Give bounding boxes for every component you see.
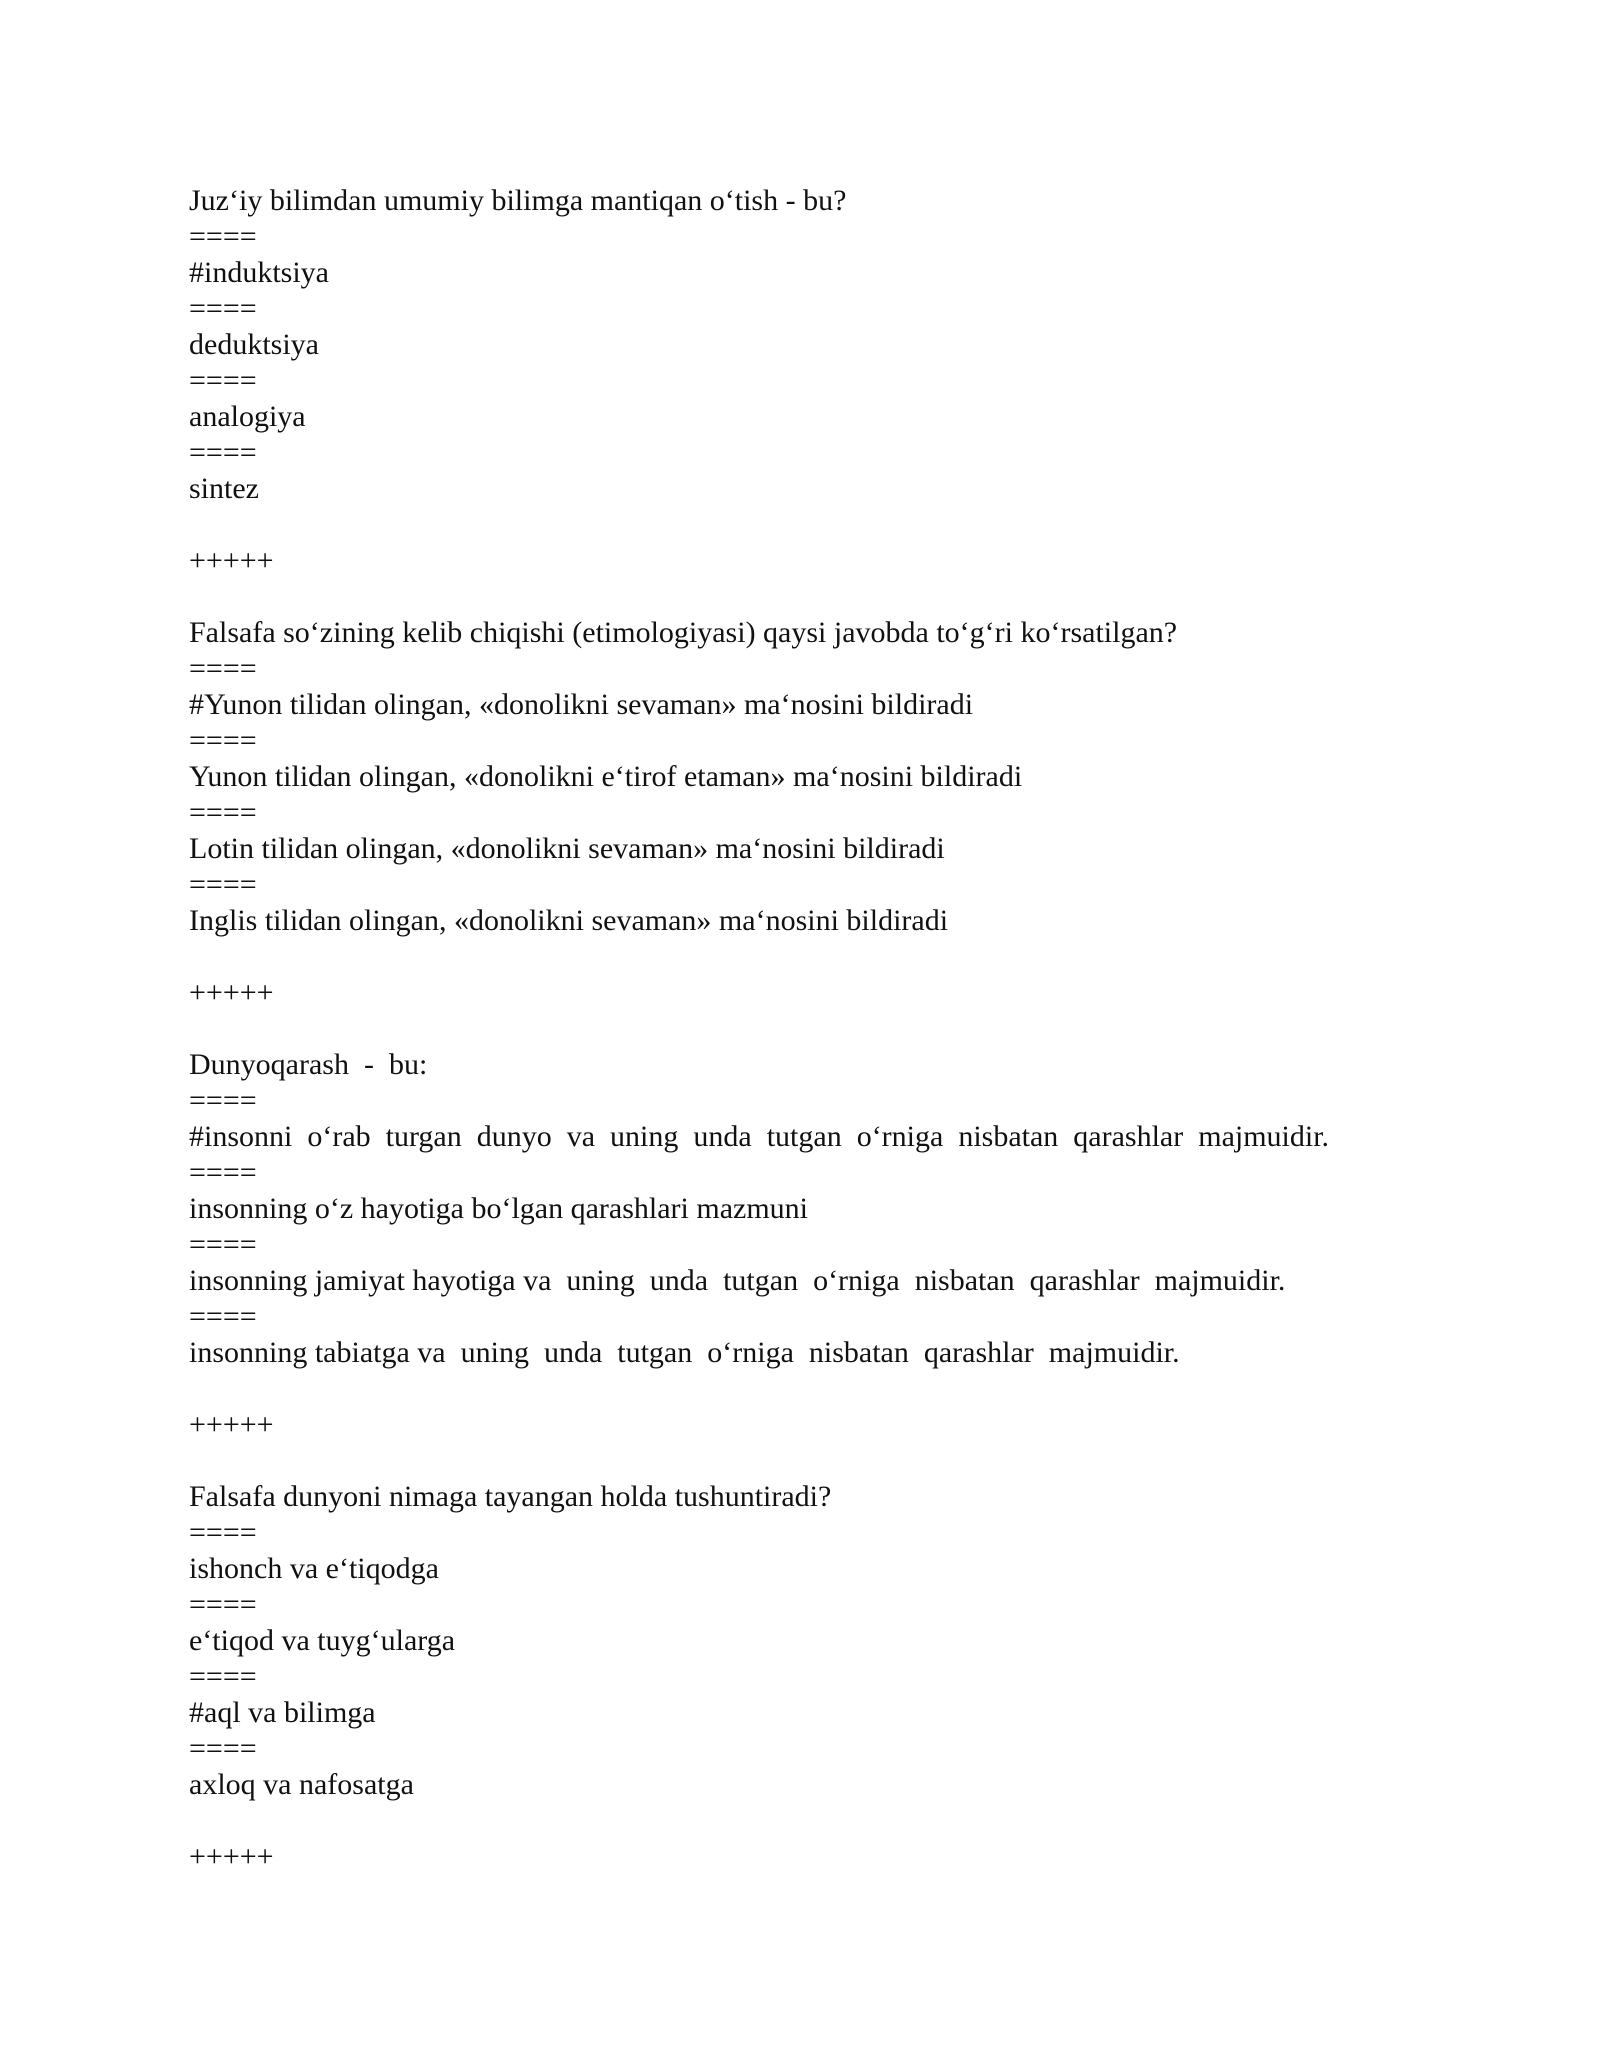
separator: ==== xyxy=(189,1156,257,1189)
separator: ==== xyxy=(189,652,257,685)
document-body xyxy=(189,183,1449,1875)
answer-option: Lotin tilidan olingan, «donolikni sevaman» ma‘nosini bildiradi xyxy=(189,832,945,865)
answer-option: sintez xyxy=(189,472,259,505)
block-end-marker: +++++ xyxy=(189,1408,274,1441)
answer-option: deduktsiya xyxy=(189,328,319,361)
answer-option: ishonch va e‘tiqodga xyxy=(189,1552,439,1585)
separator: ==== xyxy=(189,1228,257,1261)
separator: ==== xyxy=(189,364,257,397)
spacer xyxy=(189,1371,1449,1407)
spacer xyxy=(189,1803,1449,1839)
spacer xyxy=(189,1443,1449,1479)
spacer xyxy=(189,579,1449,615)
spacer xyxy=(189,939,1449,975)
separator: ==== xyxy=(189,1660,257,1693)
answer-option: insonning jamiyat hayotiga va uning unda tutgan o‘rniga nisbatan qarashlar majmuidir. xyxy=(189,1264,1286,1297)
answer-option: #induktsiya xyxy=(189,256,329,289)
spacer xyxy=(189,507,1449,543)
separator: ==== xyxy=(189,292,257,325)
block-end-marker: +++++ xyxy=(189,544,274,577)
answer-option: #Yunon tilidan olingan, «donolikni sevaman» ma‘nosini bildiradi xyxy=(189,688,974,721)
answer-option: axloq va nafosatga xyxy=(189,1768,414,1801)
question-text: Falsafa dunyoni nimaga tayangan holda tushuntiradi? xyxy=(189,1480,832,1513)
answer-option: #insonni o‘rab turgan dunyo va uning unda tutgan o‘rniga nisbatan qarashlar majmuidir. xyxy=(189,1120,1330,1153)
question-text: Falsafa so‘zining kelib chiqishi (etimologiyasi) qaysi javobda to‘g‘ri ko‘rsatilgan? xyxy=(189,616,1178,649)
question-block xyxy=(189,1047,1449,1479)
answer-option: insonning tabiatga va uning unda tutgan o‘rniga nisbatan qarashlar majmuidir. xyxy=(189,1336,1180,1369)
answer-option: Yunon tilidan olingan, «donolikni e‘tirof etaman» ma‘nosini bildiradi xyxy=(189,760,1023,793)
answer-option: analogiya xyxy=(189,400,306,433)
separator: ==== xyxy=(189,868,257,901)
separator: ==== xyxy=(189,1516,257,1549)
question-block xyxy=(189,183,1449,615)
block-end-marker: +++++ xyxy=(189,976,274,1009)
separator: ==== xyxy=(189,1588,257,1621)
spacer xyxy=(189,1011,1449,1047)
answer-option: #aql va bilimga xyxy=(189,1696,376,1729)
separator: ==== xyxy=(189,1732,257,1765)
separator: ==== xyxy=(189,1084,257,1117)
question-block xyxy=(189,1479,1449,1875)
block-end-marker: +++++ xyxy=(189,1840,274,1873)
answer-option: insonning o‘z hayotiga bo‘lgan qarashlari mazmuni xyxy=(189,1192,808,1225)
separator: ==== xyxy=(189,436,257,469)
question-text: Juz‘iy bilimdan umumiy bilimga mantiqan o‘tish - bu? xyxy=(189,184,847,217)
question-text: Dunyoqarash - bu: xyxy=(189,1048,428,1081)
separator: ==== xyxy=(189,724,257,757)
question-block xyxy=(189,615,1449,1047)
separator: ==== xyxy=(189,220,257,253)
answer-option: e‘tiqod va tuyg‘ularga xyxy=(189,1624,456,1657)
answer-option: Inglis tilidan olingan, «donolikni sevaman» ma‘nosini bildiradi xyxy=(189,904,949,937)
separator: ==== xyxy=(189,1300,257,1333)
separator: ==== xyxy=(189,796,257,829)
